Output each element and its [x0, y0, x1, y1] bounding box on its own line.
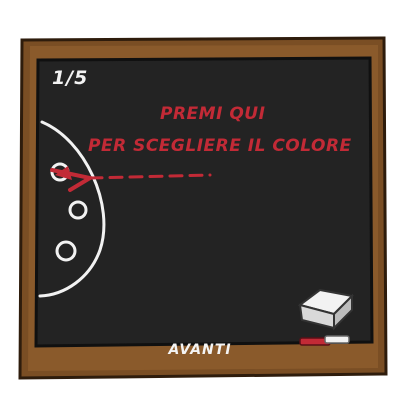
hint-title: PREMI QUI [160, 104, 266, 124]
step-counter: 1/5 [52, 67, 89, 89]
chalk-stick-icon [300, 336, 349, 345]
next-button[interactable]: AVANTI [168, 342, 232, 358]
hint-subtitle: PER SCEGLIERE IL COLORE [88, 136, 352, 156]
